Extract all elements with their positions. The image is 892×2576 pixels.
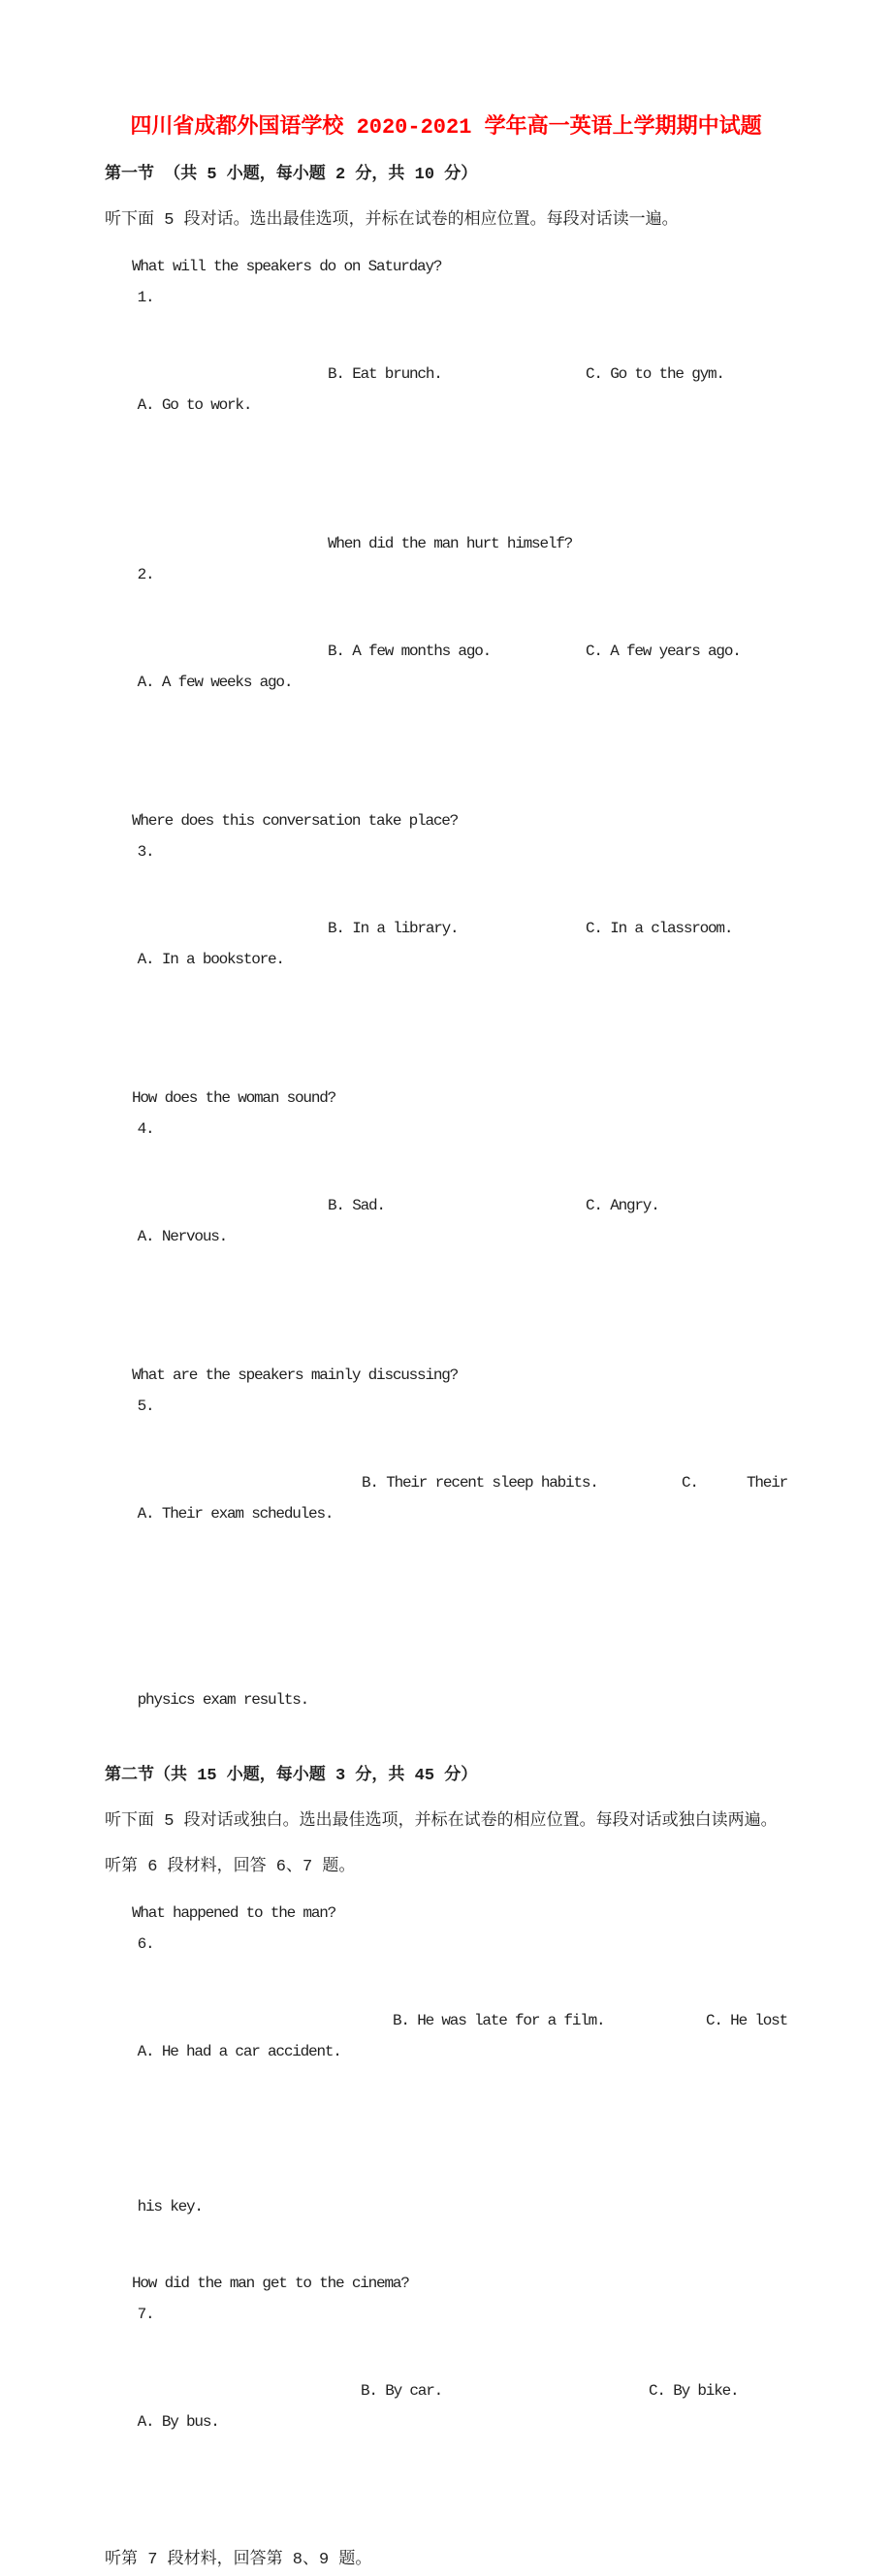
question-6-number: 6. (137, 1935, 154, 1953)
question-6-options-line-1 (105, 2005, 787, 2160)
section-2-heading: 第二节（共 15 小题，每小题 3 分，共 45 分） (105, 1767, 478, 1785)
question-3-number: 3. (137, 843, 154, 861)
question-5 (105, 1360, 787, 1453)
question-2-text: When did the man hurt himself? (328, 535, 573, 552)
page-title: 四川省成都外国语学校 2020-2021 学年高一英语上学期期中试题 (130, 115, 762, 140)
question-1-options (105, 359, 787, 514)
question-5-option-c-word: Their (746, 1474, 787, 1492)
question-3-option-b: B. In a library. (328, 920, 459, 937)
question-3-option-c: C. In a classroom. (586, 920, 733, 937)
question-6 (105, 1898, 787, 1991)
section-1-heading: 第一节 （共 5 小题，每小题 2 分，共 10 分） (105, 166, 478, 184)
question-5-option-c-continuation: physics exam results. (137, 1691, 309, 1709)
question-7-option-b: B. By car. (361, 2382, 443, 2400)
question-2-options (105, 636, 787, 791)
material-6-note: 听第 6 段材料，回答 6、7 题。 (105, 1858, 356, 1876)
question-3-option-a: A. In a bookstore. (137, 951, 284, 968)
question-5-option-c-label: C. (682, 1474, 698, 1492)
question-1-option-b: B. Eat brunch. (328, 365, 442, 383)
question-5-text: What are the speakers mainly discussing? (132, 1367, 459, 1384)
question-1-option-c: C. Go to the gym. (586, 365, 724, 383)
question-4-options (105, 1190, 787, 1345)
question-4 (105, 1083, 787, 1176)
question-6-option-b: B. He was late for a film. (393, 2012, 605, 2029)
question-2-option-b: B. A few months ago. (328, 643, 492, 660)
question-1-number: 1. (137, 289, 154, 306)
question-7-number: 7. (137, 2306, 154, 2323)
question-5-number: 5. (137, 1398, 154, 1415)
question-5-option-a: A. Their exam schedules. (137, 1505, 334, 1523)
question-7-option-a: A. By bus. (137, 2413, 219, 2431)
question-4-text: How does the woman sound? (132, 1089, 336, 1107)
question-2-option-a: A. A few weeks ago. (137, 674, 293, 691)
question-6-option-c-continuation: his key. (137, 2198, 203, 2215)
question-2 (105, 528, 787, 621)
question-1 (105, 251, 787, 344)
question-1-text: What will the speakers do on Saturday? (132, 258, 442, 275)
section-1-instruction: 听下面 5 段对话。选出最佳选项，并标在试卷的相应位置。每段对话读一遍。 (105, 211, 679, 230)
question-5-option-b: B. Their recent sleep habits. (362, 1474, 598, 1492)
question-7-text: How did the man get to the cinema? (132, 2275, 409, 2292)
question-1-option-a: A. Go to work. (137, 396, 252, 414)
question-3-options (105, 913, 787, 1068)
question-3-text: Where does this conversation take place? (132, 812, 459, 830)
question-5-options-line-1 (105, 1467, 787, 1653)
material-7-note: 听第 7 段材料，回答第 8、9 题。 (105, 2551, 372, 2569)
question-4-option-a: A. Nervous. (137, 1228, 228, 1245)
question-7 (105, 2268, 787, 2361)
question-7-options (105, 2375, 787, 2530)
question-2-option-c: C. A few years ago. (586, 643, 741, 660)
section-2-instruction: 听下面 5 段对话或独白。选出最佳选项，并标在试卷的相应位置。每段对话或独白读两遍。 (105, 1812, 778, 1831)
question-3 (105, 805, 787, 898)
question-6-option-a: A. He had a car accident. (137, 2043, 341, 2060)
question-7-option-c: C. By bike. (649, 2382, 739, 2400)
question-4-option-c: C. Angry. (586, 1197, 659, 1214)
question-6-option-c-wrap (105, 2160, 787, 2253)
question-4-number: 4. (137, 1120, 154, 1138)
question-6-text: What happened to the man? (132, 1904, 336, 1922)
question-6-option-c: C. He lost (705, 2012, 787, 2029)
question-5-option-c-wrap (105, 1653, 787, 1746)
question-2-number: 2. (137, 566, 154, 583)
question-4-option-b: B. Sad. (328, 1197, 385, 1214)
